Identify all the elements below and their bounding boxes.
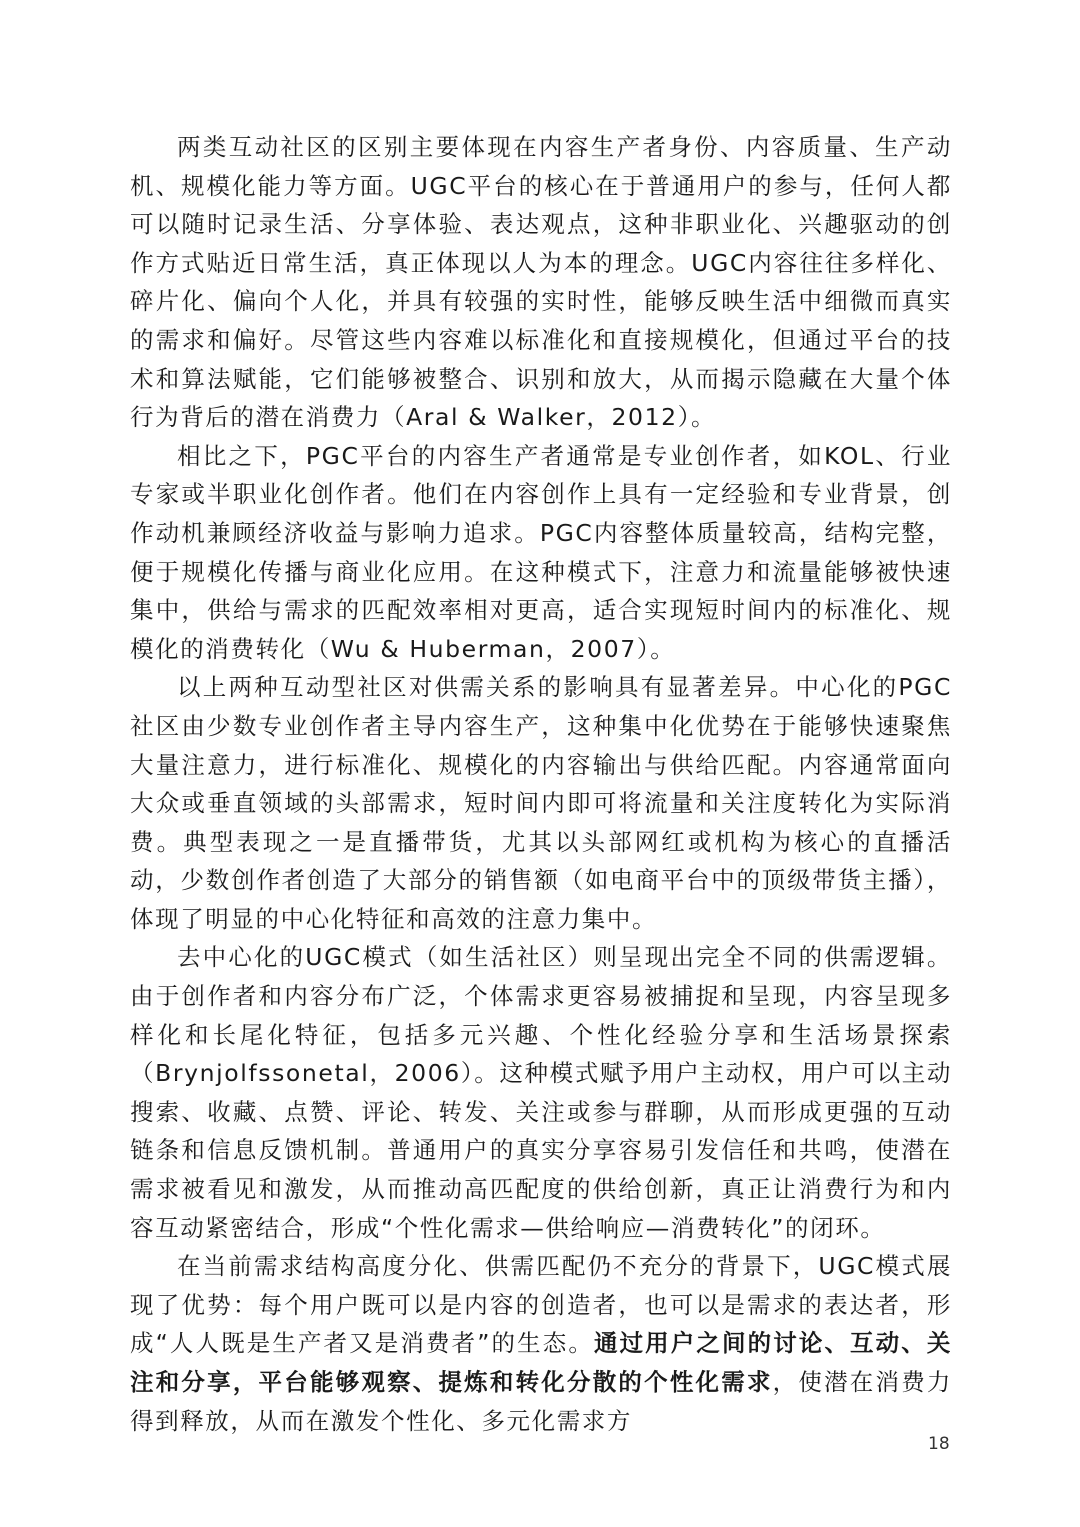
page-number: 18 [928, 1434, 950, 1454]
paragraph-text-before-bold: 在当前需求结构高度分化、供需匹配仍不充分的背景下，UGC模式展现了优势：每个用户既可以是内容的创造者，也可以是需求的表达者，形成“人人既是生产者又是消费者”的生态。 [130, 1252, 952, 1358]
paragraph-ugc-advantage [130, 1247, 952, 1440]
paragraph-pgc-platform: 相比之下，PGC平台的内容生产者通常是专业创作者，如KOL、行业专家或半职业化创作者。他们在内容创作上具有一定经验和专业背景，创作动机兼顾经济收益与影响力追求。PGC内容整体质量较高，结构完整，便于规模化传播与商业化应用。在这种模式下，注意力和流量能够被快速集中，供给与需求的匹配效率相对更高，适合实现短时间内的标准化、规模化的消费转化（Wu & Huberman，2007）。 [130, 441, 952, 663]
document-body [130, 128, 952, 1440]
paragraph-supply-demand-impact: 以上两种互动型社区对供需关系的影响具有显著差异。中心化的PGC社区由少数专业创作者主导内容生产，这种集中化优势在于能够快速聚焦大量注意力，进行标准化、规模化的内容输出与供给匹配。内容通常面向大众或垂直领域的头部需求，短时间内即可将流量和关注度转化为实际消费。典型表现之一是直播带货，尤其以头部网红或机构为核心的直播活动，少数创作者创造了大部分的销售额（如电商平台中的顶级带货主播），体现了明显的中心化特征和高效的注意力集中。 [130, 673, 952, 933]
paragraph-text-after-bold: ，使潜在消费力得到释放，从而在激发个性化、多元化需求方 [130, 1368, 953, 1435]
paragraph-ugc-pgc-differences: 两类互动社区的区别主要体现在内容生产者身份、内容质量、生产动机、规模化能力等方面。UGC平台的核心在于普通用户的参与，任何人都可以随时记录生活、分享体验、表达观点，这种非职业化、兴趣驱动的创作方式贴近日常生活，真正体现以人为本的理念。UGC内容往往多样化、碎片化、偏向个人化，并具有较强的实时性，能够反映生活中细微而真实的需求和偏好。尽管这些内容难以标准化和直接规模化，但通过平台的技术和算法赋能，它们能够被整合、识别和放大，从而揭示隐藏在大量个体行为背后的潜在消费力（Aral & Walker，2012）。 [130, 133, 952, 432]
paragraph-decentralized-ugc: 去中心化的UGC模式（如生活社区）则呈现出完全不同的供需逻辑。由于创作者和内容分布广泛，个体需求更容易被捕捉和呈现，内容呈现多样化和长尾化特征，包括多元兴趣、个性化经验分享和生活场景探索（Brynjolfssonetal，2006）。这种模式赋予用户主动权，用户可以主动搜索、收藏、点赞、评论、转发、关注或参与群聊，从而形成更强的互动链条和信息反馈机制。普通用户的真实分享容易引发信任和共鸣，使潜在需求被看见和激发，从而推动高匹配度的供给创新，真正让消费行为和内容互动紧密结合，形成“个性化需求—供给响应—消费转化”的闭环。 [130, 943, 952, 1242]
paragraph-bold-emphasis: 通过用户之间的讨论、互动、关注和分享，平台能够观察、提炼和转化分散的个性化需求 [130, 1329, 952, 1396]
